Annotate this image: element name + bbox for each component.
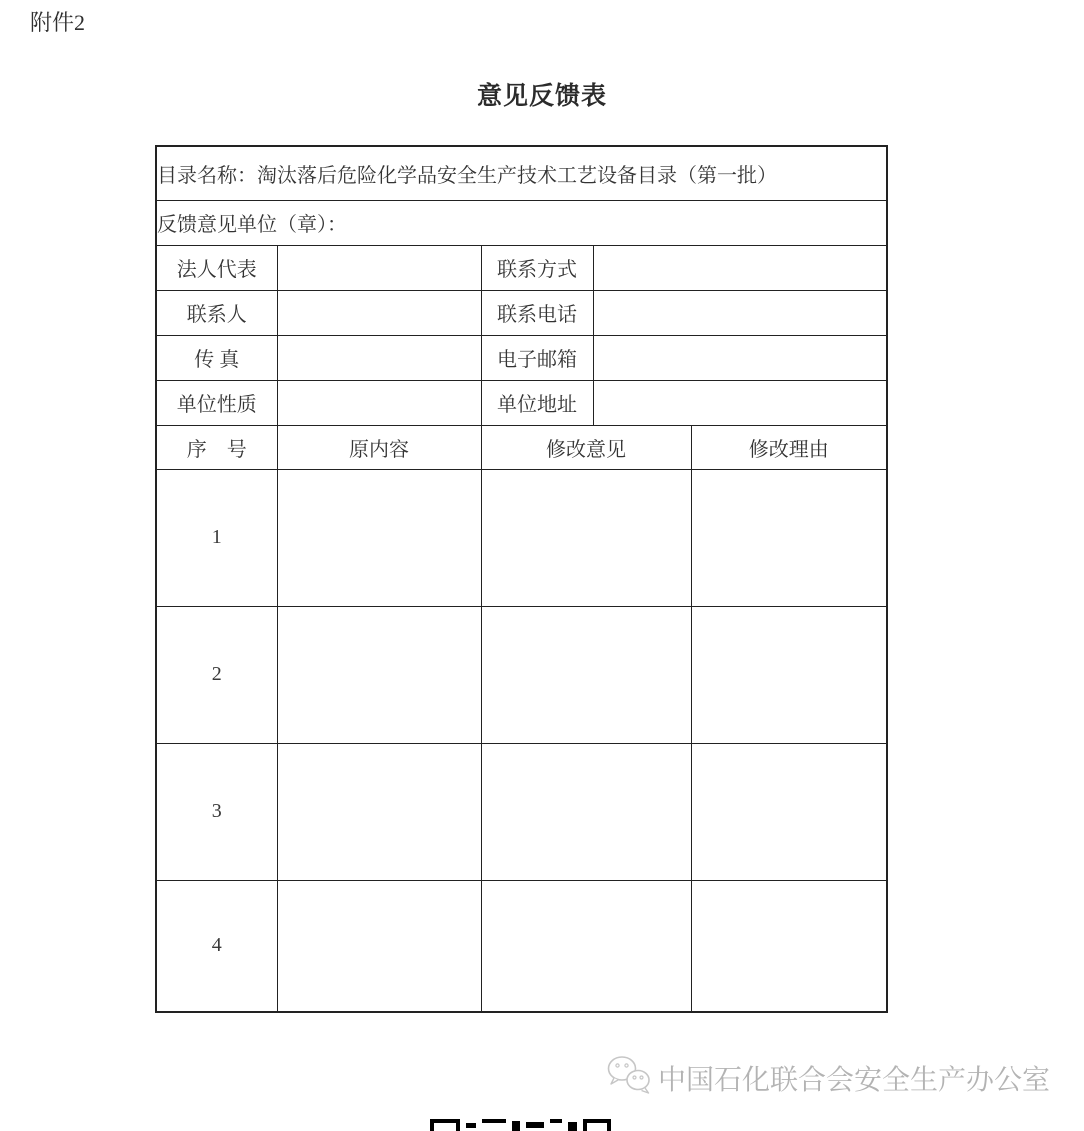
legal-representative-label: 法人代表 xyxy=(156,245,277,290)
column-header-original: 原内容 xyxy=(277,425,481,469)
reason-cell xyxy=(691,469,887,606)
catalog-name-cell: 目录名称：淘汰落后危险化学品安全生产技术工艺设备目录（第一批） xyxy=(156,146,887,200)
original-content-cell xyxy=(277,469,481,606)
contact-person-input-cell xyxy=(277,290,481,335)
column-header-serial: 序 号 xyxy=(156,425,277,469)
table-row xyxy=(156,743,887,880)
reason-cell xyxy=(691,743,887,880)
table-row xyxy=(156,290,887,335)
contact-method-label: 联系方式 xyxy=(481,245,593,290)
row-number: 2 xyxy=(156,606,277,743)
reason-cell xyxy=(691,880,887,1012)
contact-phone-input-cell xyxy=(593,290,887,335)
table-row xyxy=(156,245,887,290)
table-row xyxy=(156,146,887,200)
row-number: 1 xyxy=(156,469,277,606)
clipped-graphic xyxy=(430,1119,625,1131)
column-header-reason: 修改理由 xyxy=(691,425,887,469)
legal-representative-input-cell xyxy=(277,245,481,290)
contact-person-label: 联系人 xyxy=(156,290,277,335)
contact-phone-label: 联系电话 xyxy=(481,290,593,335)
suggestion-cell xyxy=(481,606,691,743)
row-number: 4 xyxy=(156,880,277,1012)
feedback-unit-cell: 反馈意见单位（章）： xyxy=(156,200,887,245)
row-number: 3 xyxy=(156,743,277,880)
table-row xyxy=(156,380,887,425)
footer-watermark-text: 中国石化联合会安全生产办公室 xyxy=(657,1064,1050,1096)
page-title: 意见反馈表 xyxy=(476,83,607,110)
email-input-cell xyxy=(593,335,887,380)
feedback-table xyxy=(155,145,888,1013)
original-content-cell xyxy=(277,880,481,1012)
suggestion-cell xyxy=(481,469,691,606)
table-row xyxy=(156,469,887,606)
unit-type-input-cell xyxy=(277,380,481,425)
email-label: 电子邮箱 xyxy=(481,335,593,380)
unit-address-label: 单位地址 xyxy=(481,380,593,425)
column-header-suggestion: 修改意见 xyxy=(481,425,691,469)
unit-type-label: 单位性质 xyxy=(156,380,277,425)
reason-cell xyxy=(691,606,887,743)
table-header-row xyxy=(156,425,887,469)
unit-address-input-cell xyxy=(593,380,887,425)
table-row xyxy=(156,335,887,380)
footer-watermark xyxy=(605,1053,1050,1102)
table-row xyxy=(156,200,887,245)
suggestion-cell xyxy=(481,880,691,1012)
fax-input-cell xyxy=(277,335,481,380)
original-content-cell xyxy=(277,606,481,743)
fax-label: 传 真 xyxy=(156,335,277,380)
suggestion-cell xyxy=(481,743,691,880)
attachment-label: 附件2 xyxy=(30,10,86,35)
table-row xyxy=(156,606,887,743)
original-content-cell xyxy=(277,743,481,880)
contact-method-input-cell xyxy=(593,245,887,290)
table-row xyxy=(156,880,887,1012)
wechat-icon xyxy=(605,1053,653,1102)
